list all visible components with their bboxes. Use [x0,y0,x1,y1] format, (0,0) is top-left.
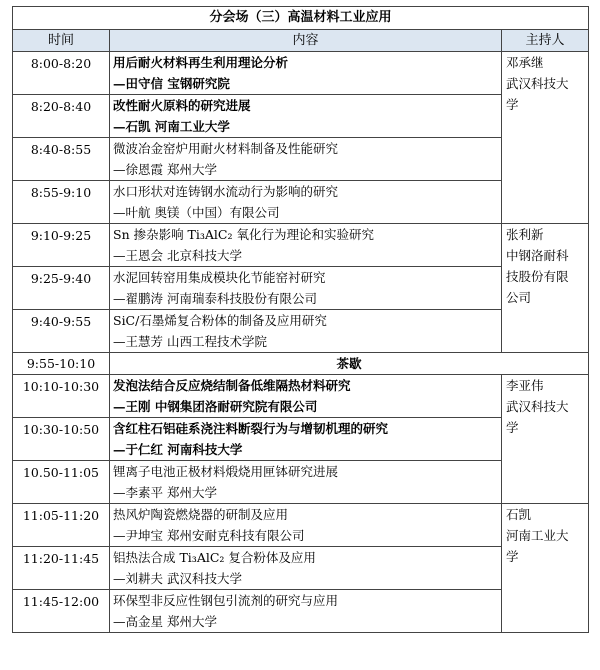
break-label: 茶歇 [110,353,589,375]
session-content [110,181,502,224]
session-row [13,375,589,418]
header-content: 内容 [110,30,502,52]
session-speaker: —石凯 河南工业大学 [113,119,230,134]
session-content [110,590,502,633]
session-topic: 铝热法合成 Ti₃AlC₂ 复合粉体及应用 [113,550,316,565]
session-content [110,504,502,547]
morning-session-block [13,52,589,353]
host-line: 学 [506,97,519,112]
session-speaker: —王刚 中钢集团洛耐研究院有限公司 [113,399,318,414]
session-time: 10.50-11:05 [13,461,110,504]
session-speaker: —叶航 奥镁（中国）有限公司 [113,205,280,220]
session-time: 8:55-9:10 [13,181,110,224]
session-speaker: —田守信 宝钢研究院 [113,76,230,91]
session-speaker: —王恩会 北京科技大学 [113,248,242,263]
host-cell [502,224,589,353]
session-topic: 热风炉陶瓷燃烧器的研制及应用 [113,507,289,522]
host-line: 学 [506,420,519,435]
host-line: 邓承继 [506,55,544,70]
session-speaker: —徐恩霞 郑州大学 [113,162,217,177]
host-line: 技股份有限 [506,269,569,284]
host-line: 李亚伟 [506,378,544,393]
session-content [110,375,502,418]
host-line: 中钢洛耐科 [506,248,569,263]
session-content [110,310,502,353]
session-speaker: —高金星 郑州大学 [113,614,217,629]
session-speaker: —尹坤宝 郑州安耐克科技有限公司 [113,528,305,543]
session-content [110,547,502,590]
session-topic: 锂离子电池正极材料煅烧用匣钵研究进展 [113,464,339,479]
session-time: 9:25-9:40 [13,267,110,310]
session-row [13,224,589,267]
session-speaker: —于仁红 河南科技大学 [113,442,243,457]
session-content [110,418,502,461]
session-time: 8:00-8:20 [13,52,110,95]
header-host: 主持人 [502,30,589,52]
schedule-document [12,6,588,633]
break-row [13,353,589,375]
host-cell [502,504,589,633]
session-time: 9:10-9:25 [13,224,110,267]
host-line: 公司 [506,290,532,305]
session-time: 10:30-10:50 [13,418,110,461]
session-time: 8:20-8:40 [13,95,110,138]
session-row [13,52,589,95]
session-time: 8:40-8:55 [13,138,110,181]
session-time: 11:05-11:20 [13,504,110,547]
host-line: 石凯 [506,507,532,522]
session-time: 9:40-9:55 [13,310,110,353]
session-time: 11:45-12:00 [13,590,110,633]
session-speaker: —刘耕夫 武汉科技大学 [113,571,242,586]
host-line: 河南工业大 [506,528,569,543]
session-speaker: —王慧芳 山西工程技术学院 [113,334,267,349]
session-content [110,461,502,504]
session-content [110,138,502,181]
schedule-table [12,6,589,633]
session-topic: 改性耐火原料的研究进展 [113,98,251,113]
host-cell [502,52,589,224]
session-topic: SiC/石墨烯复合粉体的制备及应用研究 [113,313,327,328]
session-topic: 水口形状对连铸钢水流动行为影响的研究 [113,184,339,199]
session-topic: 用后耐火材料再生利用理论分析 [113,55,289,70]
session-content [110,224,502,267]
session-topic: Sn 掺杂影响 Ti₃AlC₂ 氧化行为理论和实验研究 [113,227,374,242]
session-topic: 微波冶金窑炉用耐火材料制备及性能研究 [113,141,339,156]
session-speaker: —翟鹏涛 河南瑞泰科技股份有限公司 [113,291,317,306]
session-topic: 环保型非反应性钢包引流剂的研究与应用 [113,593,339,608]
host-line: 武汉科技大 [506,76,569,91]
host-cell [502,375,589,504]
session-time: 10:10-10:30 [13,375,110,418]
session-content [110,267,502,310]
session-row [13,504,589,547]
host-line: 学 [506,549,519,564]
session-speaker: —李素平 郑州大学 [113,485,217,500]
host-line: 张利新 [506,227,544,242]
host-line: 武汉科技大 [506,399,569,414]
session-time: 11:20-11:45 [13,547,110,590]
table-title: 分会场（三）高温材料工业应用 [13,7,589,30]
header-row [13,30,589,52]
header-time: 时间 [13,30,110,52]
session-content [110,95,502,138]
session-content [110,52,502,95]
session-topic: 水泥回转窑用集成模块化节能窑衬研究 [113,270,326,285]
break-time: 9:55-10:10 [13,353,110,375]
session-topic: 含红柱石铝硅系浇注料断裂行为与增韧机理的研究 [113,421,389,436]
late-session-block [13,375,589,633]
session-topic: 发泡法结合反应烧结制备低维隔热材料研究 [113,378,351,393]
